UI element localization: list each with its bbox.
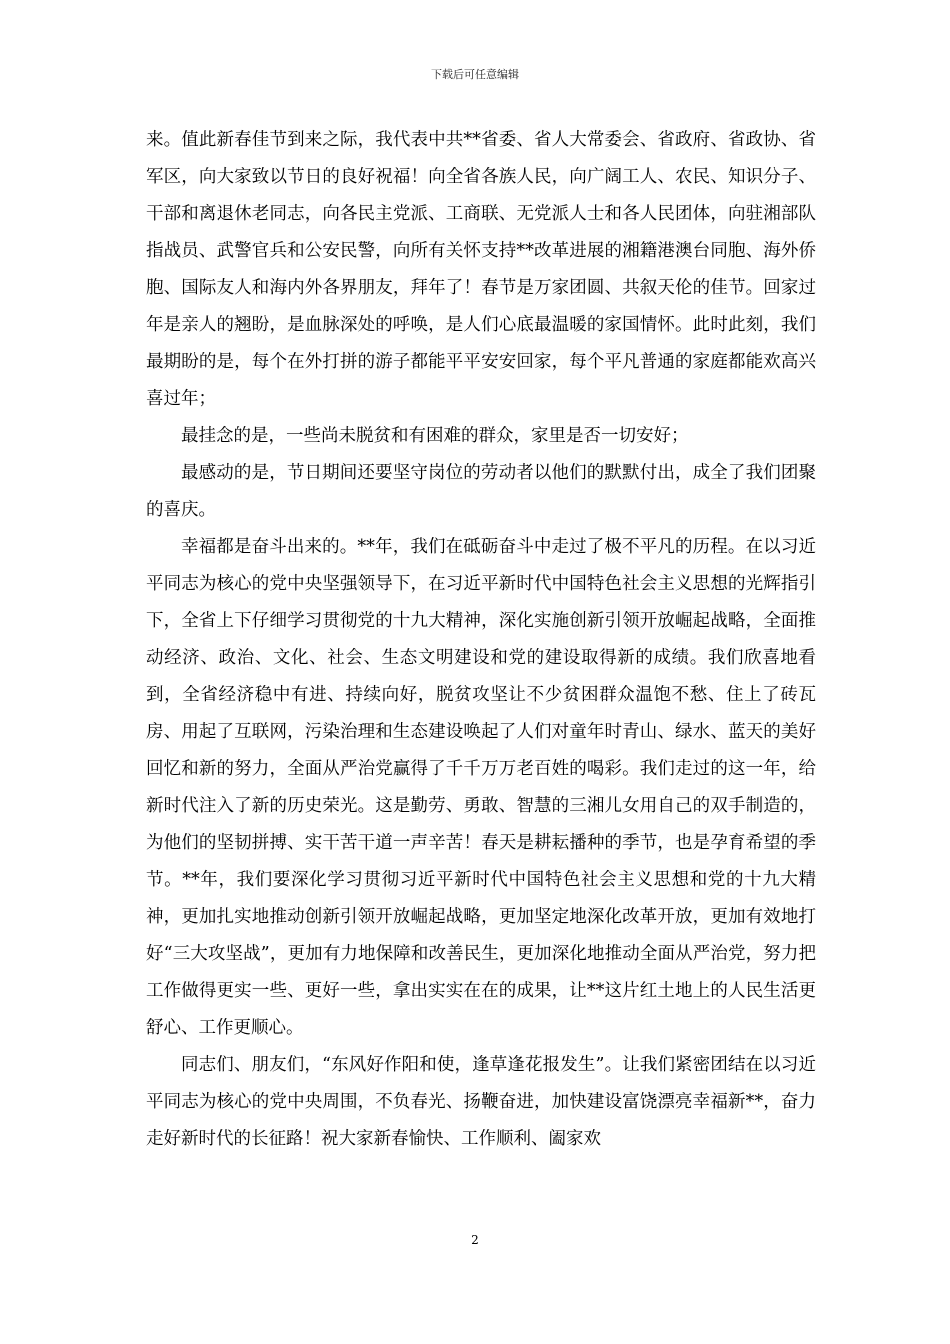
paragraph: 来。值此新春佳节到来之际，我代表中共**省委、省人大常委会、省政府、省政协、省军区，向大家致以节日的良好祝福！向全省各族人民，向广阔工人、农民、知识分子、干部和离退休老同志，向各民主党派、工商联、无党派人士和各人民团体，向驻湘部队指战员、武警官兵和公安民警，向所有关怀支持**改革进展的湘籍港澳台同胞、海外侨胞、国际友人和海内外各界朋友，拜年了！春节是万家团圆、共叙天伦的佳节。回家过年是亲人的翘盼，是血脉深处的呼唤，是人们心底最温暖的家国情怀。此时此刻，我们最期盼的是，每个在外打拼的游子都能平平安安回家，每个平凡普通的家庭都能欢高兴喜过年；	[146, 130, 816, 409]
paragraph: 最感动的是，节日期间还要坚守岗位的劳动者以他们的默默付出，成全了我们团聚的喜庆。	[146, 463, 816, 520]
page-header-note: 下载后可任意编辑	[431, 68, 519, 81]
paragraph: 幸福都是奋斗出来的。**年，我们在砥砺奋斗中走过了极不平凡的历程。在以习近平同志为核心的党中央坚强领导下，在习近平新时代中国特色社会主义思想的光辉指引下，全省上下仔细学习贯彻党的十九大精神，深化实施创新引领开放崛起战略，全面推动经济、政治、文化、社会、生态文明建设和党的建设取得新的成绩。我们欣喜地看到，全省经济稳中有进、持续向好，脱贫攻坚让不少贫困群众温饱不愁、住上了砖瓦房、用起了互联网，污染治理和生态建设唤起了人们对童年时青山、绿水、蓝天的美好回忆和新的努力，全面从严治党赢得了千千万万老百姓的喝彩。我们走过的这一年，给新时代注入了新的历史荣光。这是勤劳、勇敢、智慧的三湘儿女用自己的双手制造的，为他们的坚韧拼搏、实干苦干道一声辛苦！春天是耕耘播种的季节，也是孕育希望的季节。**年，我们要深化学习贯彻习近平新时代中国特色社会主义思想和党的十九大精神，更加扎实地推动创新引领开放崛起战略，更加坚定地深化改革开放，更加有效地打好“三大攻坚战”，更加有力地保障和改善民生，更加深化地推动全面从严治党，努力把工作做得更实一些、更好一些，拿出实实在在的成果，让**这片红土地上的人民生活更舒心、工作更顺心。	[146, 537, 816, 1038]
page-number: 2	[471, 1233, 479, 1247]
paragraph: 最挂念的是，一些尚未脱贫和有困难的群众，家里是否一切安好；	[181, 426, 689, 446]
document-body	[146, 122, 816, 1158]
paragraph: 同志们、朋友们，“东风好作阳和使，逢草逢花报发生”。让我们紧密团结在以习近平同志为核心的党中央周围，不负春光、扬鞭奋进，加快建设富饶漂亮幸福新**，奋力走好新时代的长征路！祝大家新春愉快、工作顺利、阖家欢	[146, 1055, 816, 1149]
